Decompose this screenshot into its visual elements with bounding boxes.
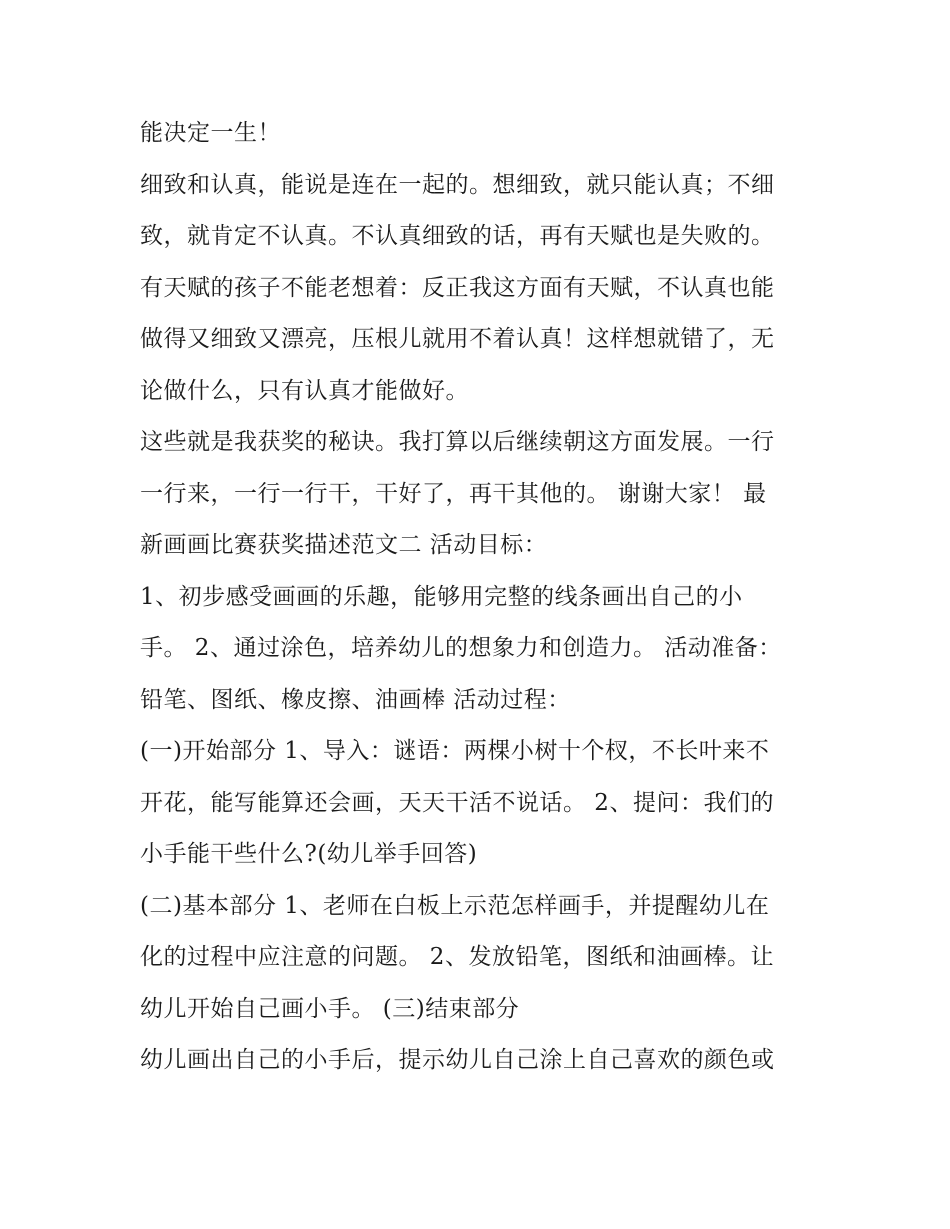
text-line: 能决定一生！ — [140, 120, 281, 146]
text-line: 细致和认真，能说是连在一起的。想细致，就只能认真；不细 — [140, 171, 775, 198]
text-line: 做得又细致又漂亮，压根儿就用不着认真！这样想就错了，无 — [140, 326, 775, 352]
text-line: 这些就是我获奖的秘诀。我打算以后继续朝这方面发展。一行 — [140, 429, 775, 455]
text-line: (一)开始部分 1、导入：谜语：两棵小树十个杈，不长叶来不 — [140, 738, 770, 764]
text-line: (二)基本部分 1、老师在白板上示范怎样画手，并提醒幼儿在 — [140, 892, 770, 919]
text-line: 致，就肯定不认真。不认真细致的话，再有天赋也是失败的。 — [140, 223, 775, 249]
text-line: 新画画比赛获奖描述范文二 活动目标： — [140, 532, 548, 558]
text-line: 幼儿画出自己的小手后，提示幼儿自己涂上自己喜欢的颜色或 — [140, 1047, 775, 1073]
text-line: 小手能干些什么?(幼儿举手回答) — [140, 841, 478, 867]
text-line: 论做什么，只有认真才能做好。 — [140, 377, 469, 404]
text-line: 1、初步感受画画的乐趣，能够用完整的线条画出自己的小 — [140, 583, 743, 610]
text-line: 铅笔、图纸、橡皮擦、油画棒 活动过程： — [140, 686, 571, 713]
body-text — [140, 108, 820, 1087]
text-line: 化的过程中应注意的问题。 2、发放铅笔，图纸和油画棒。让 — [140, 944, 774, 970]
text-line: 手。 2、通过涂色，培养幼儿的想象力和创造力。 活动准备： — [140, 635, 782, 661]
text-line: 幼儿开始自己画小手。 (三)结束部分 — [140, 995, 520, 1022]
text-line: 开花，能写能算还会画，天天干活不说话。 2、提问：我们的 — [140, 789, 774, 816]
text-line: 一行来，一行一行干，干好了，再干其他的。 谢谢大家！ 最 — [140, 480, 767, 507]
text-line: 有天赋的孩子不能老想着：反正我这方面有天赋，不认真也能 — [140, 274, 775, 301]
